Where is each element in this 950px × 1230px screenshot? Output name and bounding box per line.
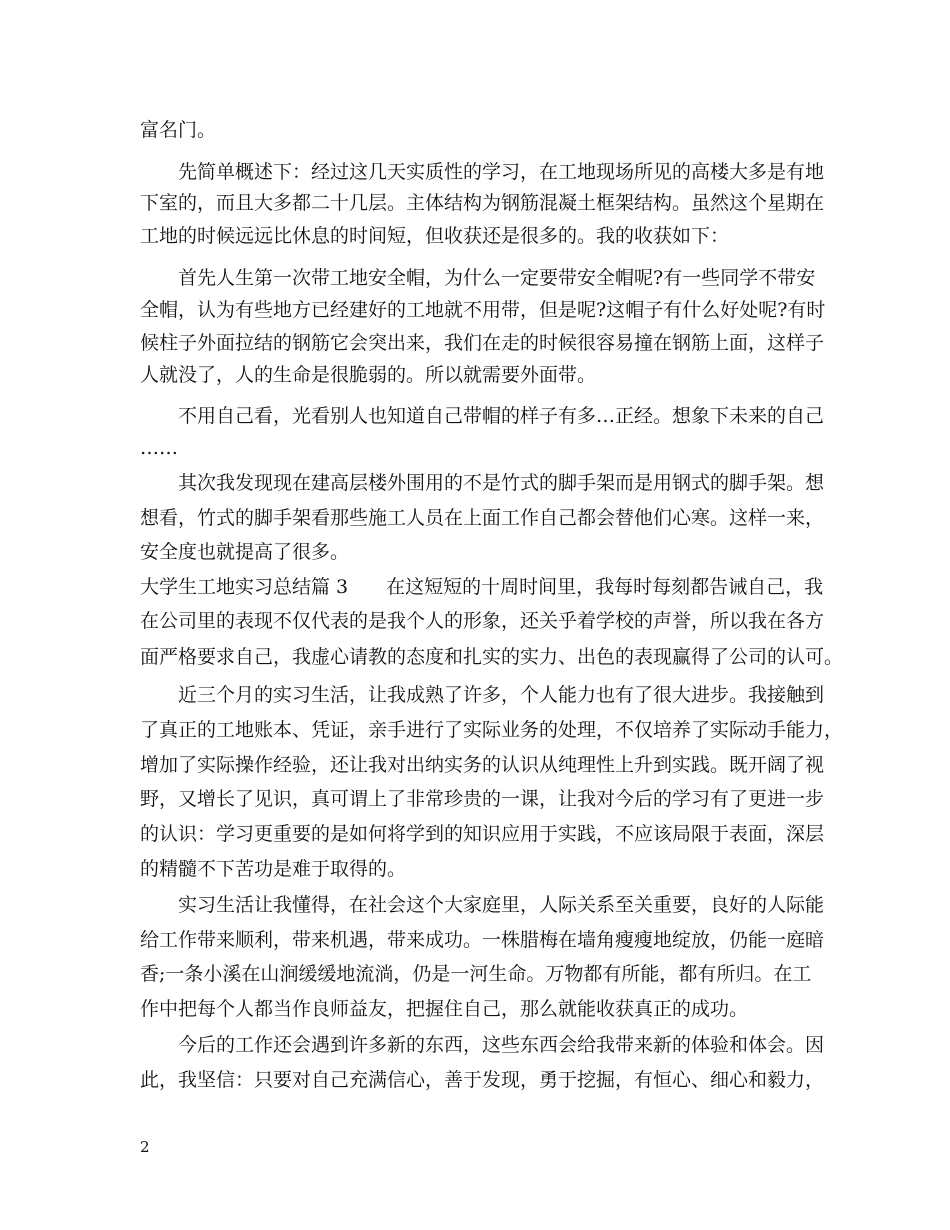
text-line: 此，我坚信：只要对自己充满信心，善于发现，勇于挖掘，有恒心、细心和毅力， [140, 1069, 825, 1091]
text-line: 野，又增长了见识，真可谓上了非常珍贵的一课，让我对今后的学习有了更进一步 [140, 788, 825, 810]
text-line: 给工作带来顺利，带来机遇，带来成功。一株腊梅在墙角瘦瘦地绽放，仍能一庭暗 [140, 929, 825, 951]
text-line: 增加了实际操作经验，还让我对出纳实务的认识从纯理性上升到实践。既开阔了视 [140, 754, 825, 776]
text-line: …… [140, 437, 178, 459]
text-line: 先简单概述下：经过这几天实质性的学习，在工地现场所见的高楼大多是有地 [178, 161, 825, 183]
text-line: 在公司里的表现不仅代表的是我个人的形象，还关乎着学校的声誉，所以我在各方 [140, 610, 825, 632]
text-line: 香;一条小溪在山涧缓缓地流淌，仍是一河生命。万物都有所能，都有所归。在工 [140, 963, 812, 985]
text-line: 其次我发现现在建高层楼外围用的不是竹式的脚手架而是用钢式的脚手架。想 [178, 472, 825, 494]
text-line: 的认识：学习更重要的是如何将学到的知识应用于实践，不应该局限于表面，深层 [140, 823, 825, 845]
text-line: 下室的，而且大多都二十几层。主体结构为钢筋混凝土框架结构。虽然这个星期在 [140, 192, 825, 214]
text-line: 的精髓不下苦功是难于取得的。 [140, 858, 407, 880]
text-line: 了真正的工地账本、凭证，亲手进行了实际业务的处理，不仅培养了实际动手能力， [140, 719, 844, 741]
text-line: 候柱子外面拉结的钢筋它会突出来，我们在走的时候很容易撞在钢筋上面，这样子 [140, 332, 825, 354]
text-line: 人就没了，人的生命是很脆弱的。所以就需要外面带。 [140, 364, 597, 386]
text-line: 工地的时候远远比休息的时间短，但收获还是很多的。我的收获如下： [140, 225, 730, 247]
text-line: 作中把每个人都当作良师益友，把握住自己，那么就能收获真正的成功。 [140, 998, 749, 1020]
text-line: 不用自己看，光看别人也知道自己带帽的样子有多…正经。想象下未来的自己 [178, 405, 825, 427]
text-line: 全帽，认为有些地方已经建好的工地就不用带，但是呢?这帽子有什么好处呢?有时 [140, 299, 826, 321]
text-line: 实习生活让我懂得，在社会这个大家庭里，人际关系至关重要，良好的人际能 [178, 894, 825, 916]
text-line: 想看，竹式的脚手架看那些施工人员在上面工作自己都会替他们心寒。这样一来， [140, 507, 825, 529]
text-line: 近三个月的实习生活，让我成熟了许多，个人能力也有了很大进步。我接触到 [178, 684, 825, 706]
text-line: 大学生工地实习总结篇 3 在这短短的十周时间里，我每时每刻都告诫自己，我 [140, 576, 824, 598]
text-line: 富名门。 [140, 119, 217, 141]
text-line: 首先人生第一次带工地安全帽，为什么一定要带安全帽呢?有一些同学不带安 [178, 267, 816, 289]
text-line: 面严格要求自己，我虚心请教的态度和扎实的实力、出色的表现赢得了公司的认可。 [140, 646, 844, 668]
page-number: 2 [140, 1138, 150, 1156]
text-line: 今后的工作还会遇到许多新的东西，这些东西会给我带来新的体验和体会。因 [178, 1034, 825, 1056]
text-line: 安全度也就提高了很多。 [140, 541, 350, 563]
